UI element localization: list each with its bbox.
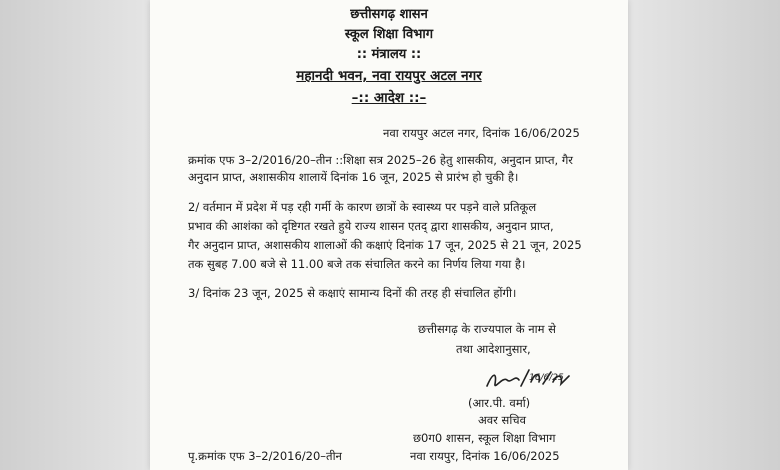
signatory-department: छ0ग0 शासन, स्कूल शिक्षा विभाग [413, 431, 556, 445]
background-right [620, 0, 780, 470]
header-address: महानदी भवन, नवा रायपुर अटल नगर [296, 68, 482, 84]
background-left [0, 0, 160, 470]
para3: 3/ दिनांक 23 जून, 2025 से कक्षाएं सामान्य दिनों की तरह ही संचालित होंगी। [188, 286, 517, 300]
header-order-title: –:: आदेश ::– [351, 90, 427, 106]
order-document [150, 0, 628, 470]
header-department: स्कूल शिक्षा विभाग [344, 27, 434, 42]
signature-date-scribble: 16/6/25 [529, 373, 564, 383]
signatory-name: (आर.पी. वर्मा) [468, 396, 531, 410]
sign-authority-line1: छत्तीसगढ़ के राज्यपाल के नाम से [418, 322, 556, 336]
signatory-designation: अवर सचिव [478, 413, 526, 427]
signatory-place-date: नवा रायपुर, दिनांक 16/06/2025 [410, 449, 560, 463]
para2-line2: प्रभाव की आशंका को दृष्टिगत रखते हुये राज्य शासन एतद् द्वारा शासकीय, अनुदान प्राप्त, [188, 219, 554, 233]
order-dateline: नवा रायपुर अटल नगर, दिनांक 16/06/2025 [383, 126, 580, 140]
para2-line4: तक सुबह 7.00 बजे से 11.00 बजे तक संचालित करने का निर्णय लिया गया है। [188, 257, 526, 271]
header-ministry: :: मंत्रालय :: [356, 47, 422, 62]
sign-authority-line2: तथा आदेशानुसार, [456, 342, 531, 356]
handwritten-signature [485, 366, 575, 394]
endorsement-reference: पृ.क्रमांक एफ 3–2/2016/20–तीन [188, 449, 342, 463]
para2-line1: 2/ वर्तमान में प्रदेश में पड़ रही गर्मी के कारण छात्रों के स्वास्थ्य पर पड़ने वाले प्रतिकूल [188, 200, 537, 214]
para1-line2: अनुदान प्राप्त, अशासकीय शालायें दिनांक 16 जून, 2025 से प्रारंभ हो चुकी है। [188, 170, 519, 184]
para2-line3: गैर अनुदान प्राप्त, अशासकीय शालाओं की कक्षाएं दिनांक 17 जून, 2025 से 21 जून, 2025 [188, 238, 582, 252]
para1-line1: क्रमांक एफ 3–2/2016/20–तीन ::शिक्षा सत्र 2025–26 हेतु शासकीय, अनुदान प्राप्त, गैर [188, 153, 573, 167]
header-government: छत्तीसगढ़ शासन [350, 7, 428, 22]
